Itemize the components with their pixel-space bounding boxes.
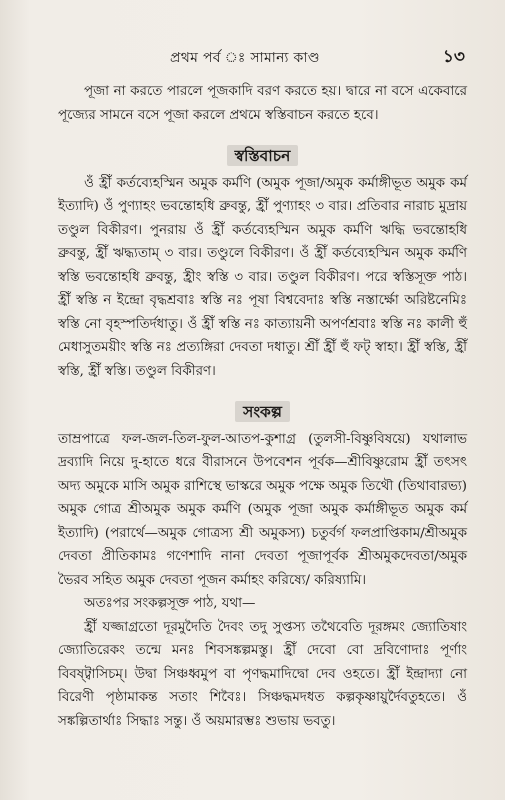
sankalpa-paragraph-3: হ্রীঁ যজ্জাগ্রতো দূরমুদৈতি দৈবং তদু সুপ্তস্য তথৈবেতি দূরঙ্গমং জ্যোতিষাং জ্যোতিরেকং তন্মে মনঃ শিবসঙ্কল্পমস্তু। হ্রীঁ দেবো বো দ্রবিণোদাঃ পূর্ণাং বিবষ্ট্বাসিচম্। উদ্বা সিঞ্চধ্বমুপ বা পৃণদ্ধমাদিদ্বো দেব ওহতে। হ্রীঁ ইন্দ্রাদ্যা নো বিরেণী পৃষ্ঠামাকন্ত সতাং শিবৈঃ। সিঞ্চদ্ধমদধত কল্পকৃষ্ণায়ুর্দৈবতুহতে। ওঁ সঙ্কল্পিতার্থাঃ সিদ্ধাঃ সন্তু। ওঁ অয়মারম্ভঃ শুভায় ভবতু। [58,619,467,729]
page-number: ১৩ [442,47,465,67]
page-header [60,44,465,68]
running-head: প্রথম পর্ব ঃ সামান্য কাণ্ড [170,50,320,66]
swastivachan-paragraph: ওঁ হ্রীঁ কর্তব্যেহস্মিন অমুক কর্মণি (অমুক পূজা/অমুক কর্মাঙ্গীভূত অমুক কর্ম ইত্যাদি) ওঁ পুণ্যাহং ভবন্তোহধি ব্রুবন্তু, হ্রীঁ পুণ্যাহং ৩ বার। প্রতিবার নারাচ মুদ্রায় তণ্ডুল বিকীরণ। পুনরায় ওঁ হ্রীঁ কর্তব্যেহস্মিন অমুক কর্মণি ঋদ্ধি ভবন্তোহধি ব্রুবন্তু, হ্রীঁ ঋদ্ধ্যতাম্ ৩ বার। তণ্ডুলে বিকীরণ। ওঁ হ্রীঁ কর্তব্যেহস্মিন অমুক কর্মণি স্বস্তি ভবন্তোহধি ব্রুবন্তু, হ্রীং স্বস্তি ৩ বার। তণ্ডুল বিকীরণ। পরে স্বস্তিসূক্ত পাঠ। হ্রীঁ স্বস্তি ন ইন্দ্রো বৃদ্ধশ্রবাঃ স্বস্তি নঃ পূষা বিশ্ববেদাঃ স্বস্তি নস্তার্ক্ষো অরিষ্টনেমিঃ স্বস্তি নো বৃহস্পতির্দধাতু। ওঁ হ্রীঁ স্বস্তি নঃ কাত্যায়নী অপর্ণশ্রবাঃ স্বস্তি নঃ কালী হুঁ মেধাসুতময়ীং স্বস্তি নঃ প্রত্যঙ্গিরা দেবতা দধাতু। শ্রীঁ হ্রীঁ হুঁ ফট্ স্বাহা। হ্রীঁ স্বস্তি, হ্রীঁ স্বস্তি, হ্রীঁ স্বস্তি। তণ্ডুল বিকীরণ। [58,175,467,379]
section-heading-sankalpa [58,400,467,424]
intro-paragraph: পূজা না করতে পারলে পূজকাদি বরণ করতে হয়। দ্বারে না বসে একেবারে পূজ্যের সামনে বসে পূজা করলে প্রথমে স্বস্তিবাচন করতে হবে। [58,84,467,123]
section-heading-label: সংকল্প [235,401,290,422]
section-heading-swastivachan [58,144,467,168]
sankalpa-paragraph-2: অতঃপর সংকল্পসূক্ত পাঠ, যথা— [84,596,256,611]
page-body [58,80,467,733]
sankalpa-paragraph-1: তাম্রপাত্রে ফল-জল-তিল-ফুল-আতপ-কুশাগ্র (তুলসী-বিষ্ণুবিষয়ে) যথালাভ দ্রব্যাদি নিয়ে দু-হাতে ধরে বীরাসনে উপবেশন পূর্বক—শ্রীবিষ্ণুরোম হ্রীঁ তৎসৎ অদ্য অমুকে মাসি অমুক রাশিস্থে ভাস্করে অমুক পক্ষে অমুক তিথৌ (তিথাবারভ্য) অমুক গোত্র শ্রীঅমুক অমুক কর্মণি (অমুক পূজা অমুক কর্মাঙ্গীভূত অমুক কর্ম ইত্যাদি) (পরার্থে—অমুক গোত্রস্য শ্রী অমুকস্য) চতুর্বর্গ ফলপ্রাপ্তিকাম/শ্রীঅমুক দেবতা প্রীতিকামঃ গণেশাদি নানা দেবতা পূজাপূর্বক শ্রীঅমুকদেবতা/অমুক ভৈরব সহিত অমুক দেবতা পূজন কর্মাহং করিষ্যে/ করিষ্যামি। [58,431,467,588]
section-heading-label: স্বস্তিবাচন [227,145,299,166]
